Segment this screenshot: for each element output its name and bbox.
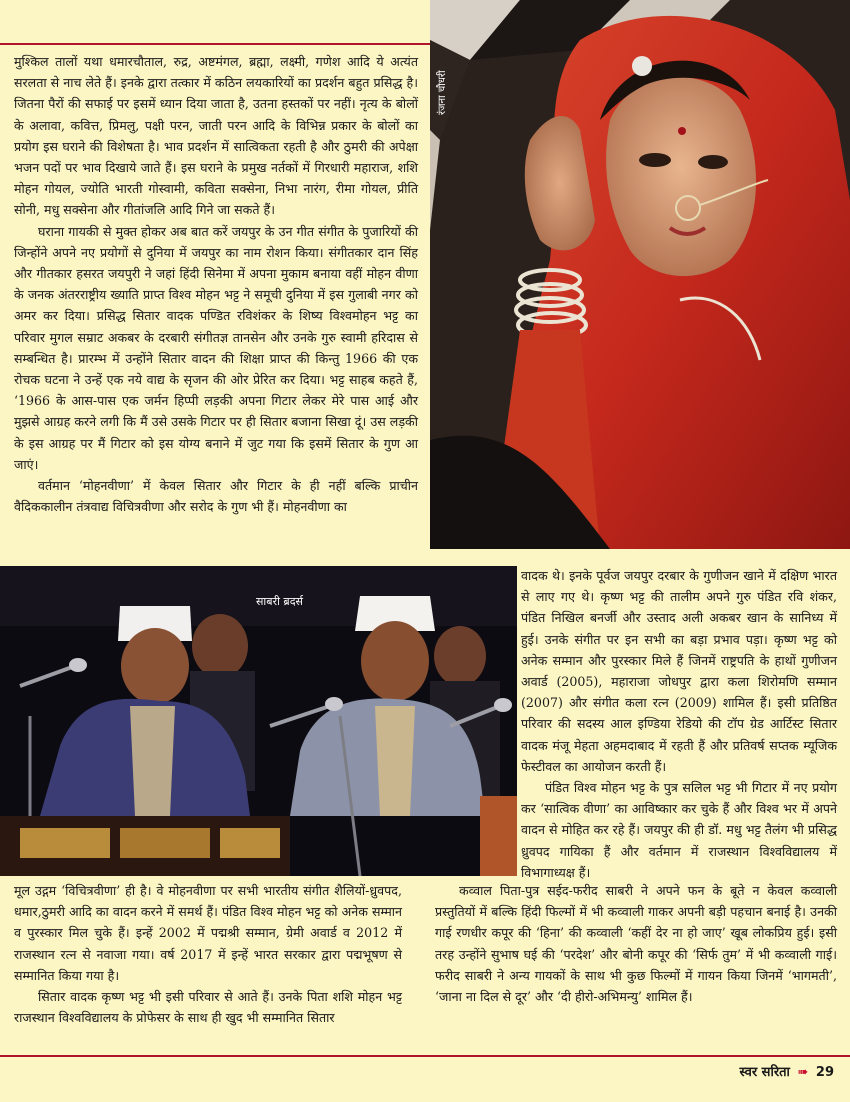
page-number: 29 — [815, 1065, 834, 1080]
bottom-rule — [0, 1055, 850, 1057]
paragraph: वादक थे। इनके पूर्वज जयपुर दरबार के गुणीजन खाने में दक्षिण भारत से लाए गए थे। कृष्ण भट्ट की तालीम अपने गुरु पंडित रवि शंकर, पंडित निखिल बनर्जी और उस्ताद अली अकबर खान के सानिध्य में हुई। उनके संगीत पर इन सभी का बड़ा प्रभाव पड़ा। कृष्ण भट्ट को अनेक सम्मान और पुरस्कार मिले हैं जिनमें राष्ट्रपति के हाथों गुणीजन अवार्ड (2005), महाराजा जोधपुर द्वारा कला शिरोमणि सम्मान (2007) और संगीत कला रत्न (2009) शामिल हैं। इसी प्रतिष्ठित परिवार की सदस्य आल इण्डिया रेडियो की टॉप ग्रेड आर्टिस्ट सितार वादक मंजू मेहता अहमदाबाद में रहती हैं और प्रतिवर्ष सप्तक म्यूजिक फेस्टीवल का आयोजन करती हैं। — [521, 568, 837, 774]
dancer-photo-credit: रंजना चौधरी — [437, 70, 448, 116]
magazine-name: स्वर सरिता — [739, 1065, 790, 1080]
article-column-right-middle — [521, 565, 837, 883]
qawwali-photo — [0, 566, 517, 876]
paragraph: वर्तमान ‘मोहनवीणा’ में केवल सितार और गिटार के ही नहीं बल्कि प्राचीन वैदिककालीन तंत्रवाद्य विचित्रवीणा और सरोद के गुण भी हैं। मोहनवीणा का — [14, 478, 418, 515]
top-rule — [0, 43, 430, 45]
qawwali-photo-caption: साबरी ब्रदर्स — [256, 595, 303, 608]
paragraph: पंडित विश्व मोहन भट्ट के पुत्र सलिल भट्ट भी गिटार में नए प्रयोग कर ‘सात्विक वीणा’ का आविष्कार कर चुके हैं और विश्व भर में अपने वादन से मोहित कर रहे हैं। जयपुर की ही डॉ. मधु भट्ट तैलंग भी प्रसिद्ध ध्रुवपद गायिका हैं और वर्तमान में राजस्थान विश्वविद्यालय में विभागाध्यक्ष हैं। — [521, 780, 837, 880]
page-footer — [740, 1062, 834, 1080]
dancer-photo — [430, 0, 850, 549]
article-column-left-top — [14, 51, 418, 517]
arrow-icon: ➠ — [797, 1065, 809, 1080]
paragraph: घराना गायकी से मुक्त होकर अब बात करें जयपुर के उन गीत संगीत के पुजारियों की जिन्होंने अपने नए प्रयोगों से दुनिया में जयपुर का नाम रोशन किया। संगीतकार दान सिंह और गीतकार हसरत जयपुरी ने जहां हिंदी सिनेमा में अपना मुकाम बनाया वहीं मोहन वीणा के जनक अंतरराष्ट्रीय ख्याति प्राप्त विश्व मोहन भट्ट ने समूची दुनिया में इस गुलाबी नगर को अमर कर दिया। प्रसिद्ध सितार वादक पण्डित रविशंकर के शिष्य विश्वमोहन भट्ट का परिवार मुगल सम्राट अकबर के दरबारी संगीतज्ञ तानसेन और उनके गुरु स्वामी हरिदास से सम्बन्धित है। प्रारम्भ में उन्होंने सितार वादन की शिक्षा प्राप्त की किन्तु 1966 की एक रोचक घटना ने उन्हें एक नये वाद्य के सृजन की ओर प्रेरित कर दिया। भट्ट साहब कहते हैं, ‘1966 के आस-पास एक जर्मन हिप्पी लड़की अपना गिटार लेकर मेरे पास आई और मुझसे आग्रह करने लगी कि मैं उसे उसके गिटार पर ही सितार बजाना सिखा दूं। उस लड़की के इस आग्रह पर मैं गिटार को इस योग्य बनाने में जुट गया कि इसमें सितार के गुण आ जाएं। — [14, 223, 418, 472]
article-column-right-bottom — [435, 880, 837, 1007]
paragraph: कव्वाल पिता-पुत्र सईद-फरीद साबरी ने अपने फन के बूते न केवल कव्वाली प्रस्तुतियों में बल्कि हिंदी फिल्मों में भी कव्वाली गाकर अपनी बड़ी पहचान बनाई है। उनकी गाई रणधीर कपूर की ‘हिना’ की कव्वाली ‘कहीं देर ना हो जाए’ खूब लोकप्रिय हुई। इसी तरह उन्होंने सुभाष घई की ‘परदेश’ और बोनी कपूर की ‘सिर्फ तुम’ में भी कव्वाली गाई। फरीद साबरी ने अन्य गायकों के साथ भी कुछ फिल्मों में गायन किया जिनमें ‘भागमती’, ‘जाना ना दिल से दूर’ और ‘दी हीरो-अभिमन्यु’ शामिल हैं। — [435, 883, 837, 1005]
article-column-left-bottom — [14, 880, 402, 1028]
paragraph: मूल उद्गम ‘विचित्रवीणा’ ही है। वे मोहनवीणा पर सभी भारतीय संगीत शैलियों-ध्रुवपद, धमार,ठुमरी आदि का वादन करने में समर्थ हैं। पंडित विश्व मोहन भट्ट को अनेक सम्मान व पुरस्कार मिल चुके हैं। इन्हें 2002 में पद्मश्री सम्मान, ग्रेमी अवार्ड व 2012 में राजस्थान रत्न से नवाजा गया। वर्ष 2017 में इन्हें भारत सरकार द्वारा पद्मभूषण से सम्मानित किया गया है। — [14, 883, 402, 983]
paragraph: मुश्किल तालों यथा धमारचौताल, रुद्र, अष्टमंगल, ब्रह्मा, लक्ष्मी, गणेश आदि ये अत्यंत सरलता से नाच लेते हैं। इनके द्वारा तत्कार में कठिन लयकारियों का प्रदर्शन बहुत प्रसिद्ध है। जितना पैरों की सफाई पर इसमें ध्यान दिया जाता है, उतना हस्तकों पर नहीं। नृत्य के बोलों के अलावा, कवित्त, प्रिमलु, पक्षी परन, जाती परन आदि के विभिन्न प्रकार के बोलों का प्रयोग इस घराने की विशेषता है। भाव प्रदर्शन में सात्विकता रहती है और ठुमरी की अपेक्षा भजन पदों पर भाव दिखाये जाते हैं। इस घराने के प्रमुख नर्तकों में गिरधारी महाराज, शशि मोहन गोयल, ज्योति भारती गोस्वामी, कविता सक्सेना, निभा नारंग, रीमा गोयल, प्रीति सोनी, मधु सक्सेना और गीतांजलि आदि गिने जा सकते हैं। — [14, 54, 418, 218]
paragraph: सितार वादक कृष्ण भट्ट भी इसी परिवार से आते हैं। उनके पिता शशि मोहन भट्ट राजस्थान विश्वविद्यालय के प्रोफेसर के साथ ही खुद भी सम्मानित सितार — [14, 989, 402, 1026]
